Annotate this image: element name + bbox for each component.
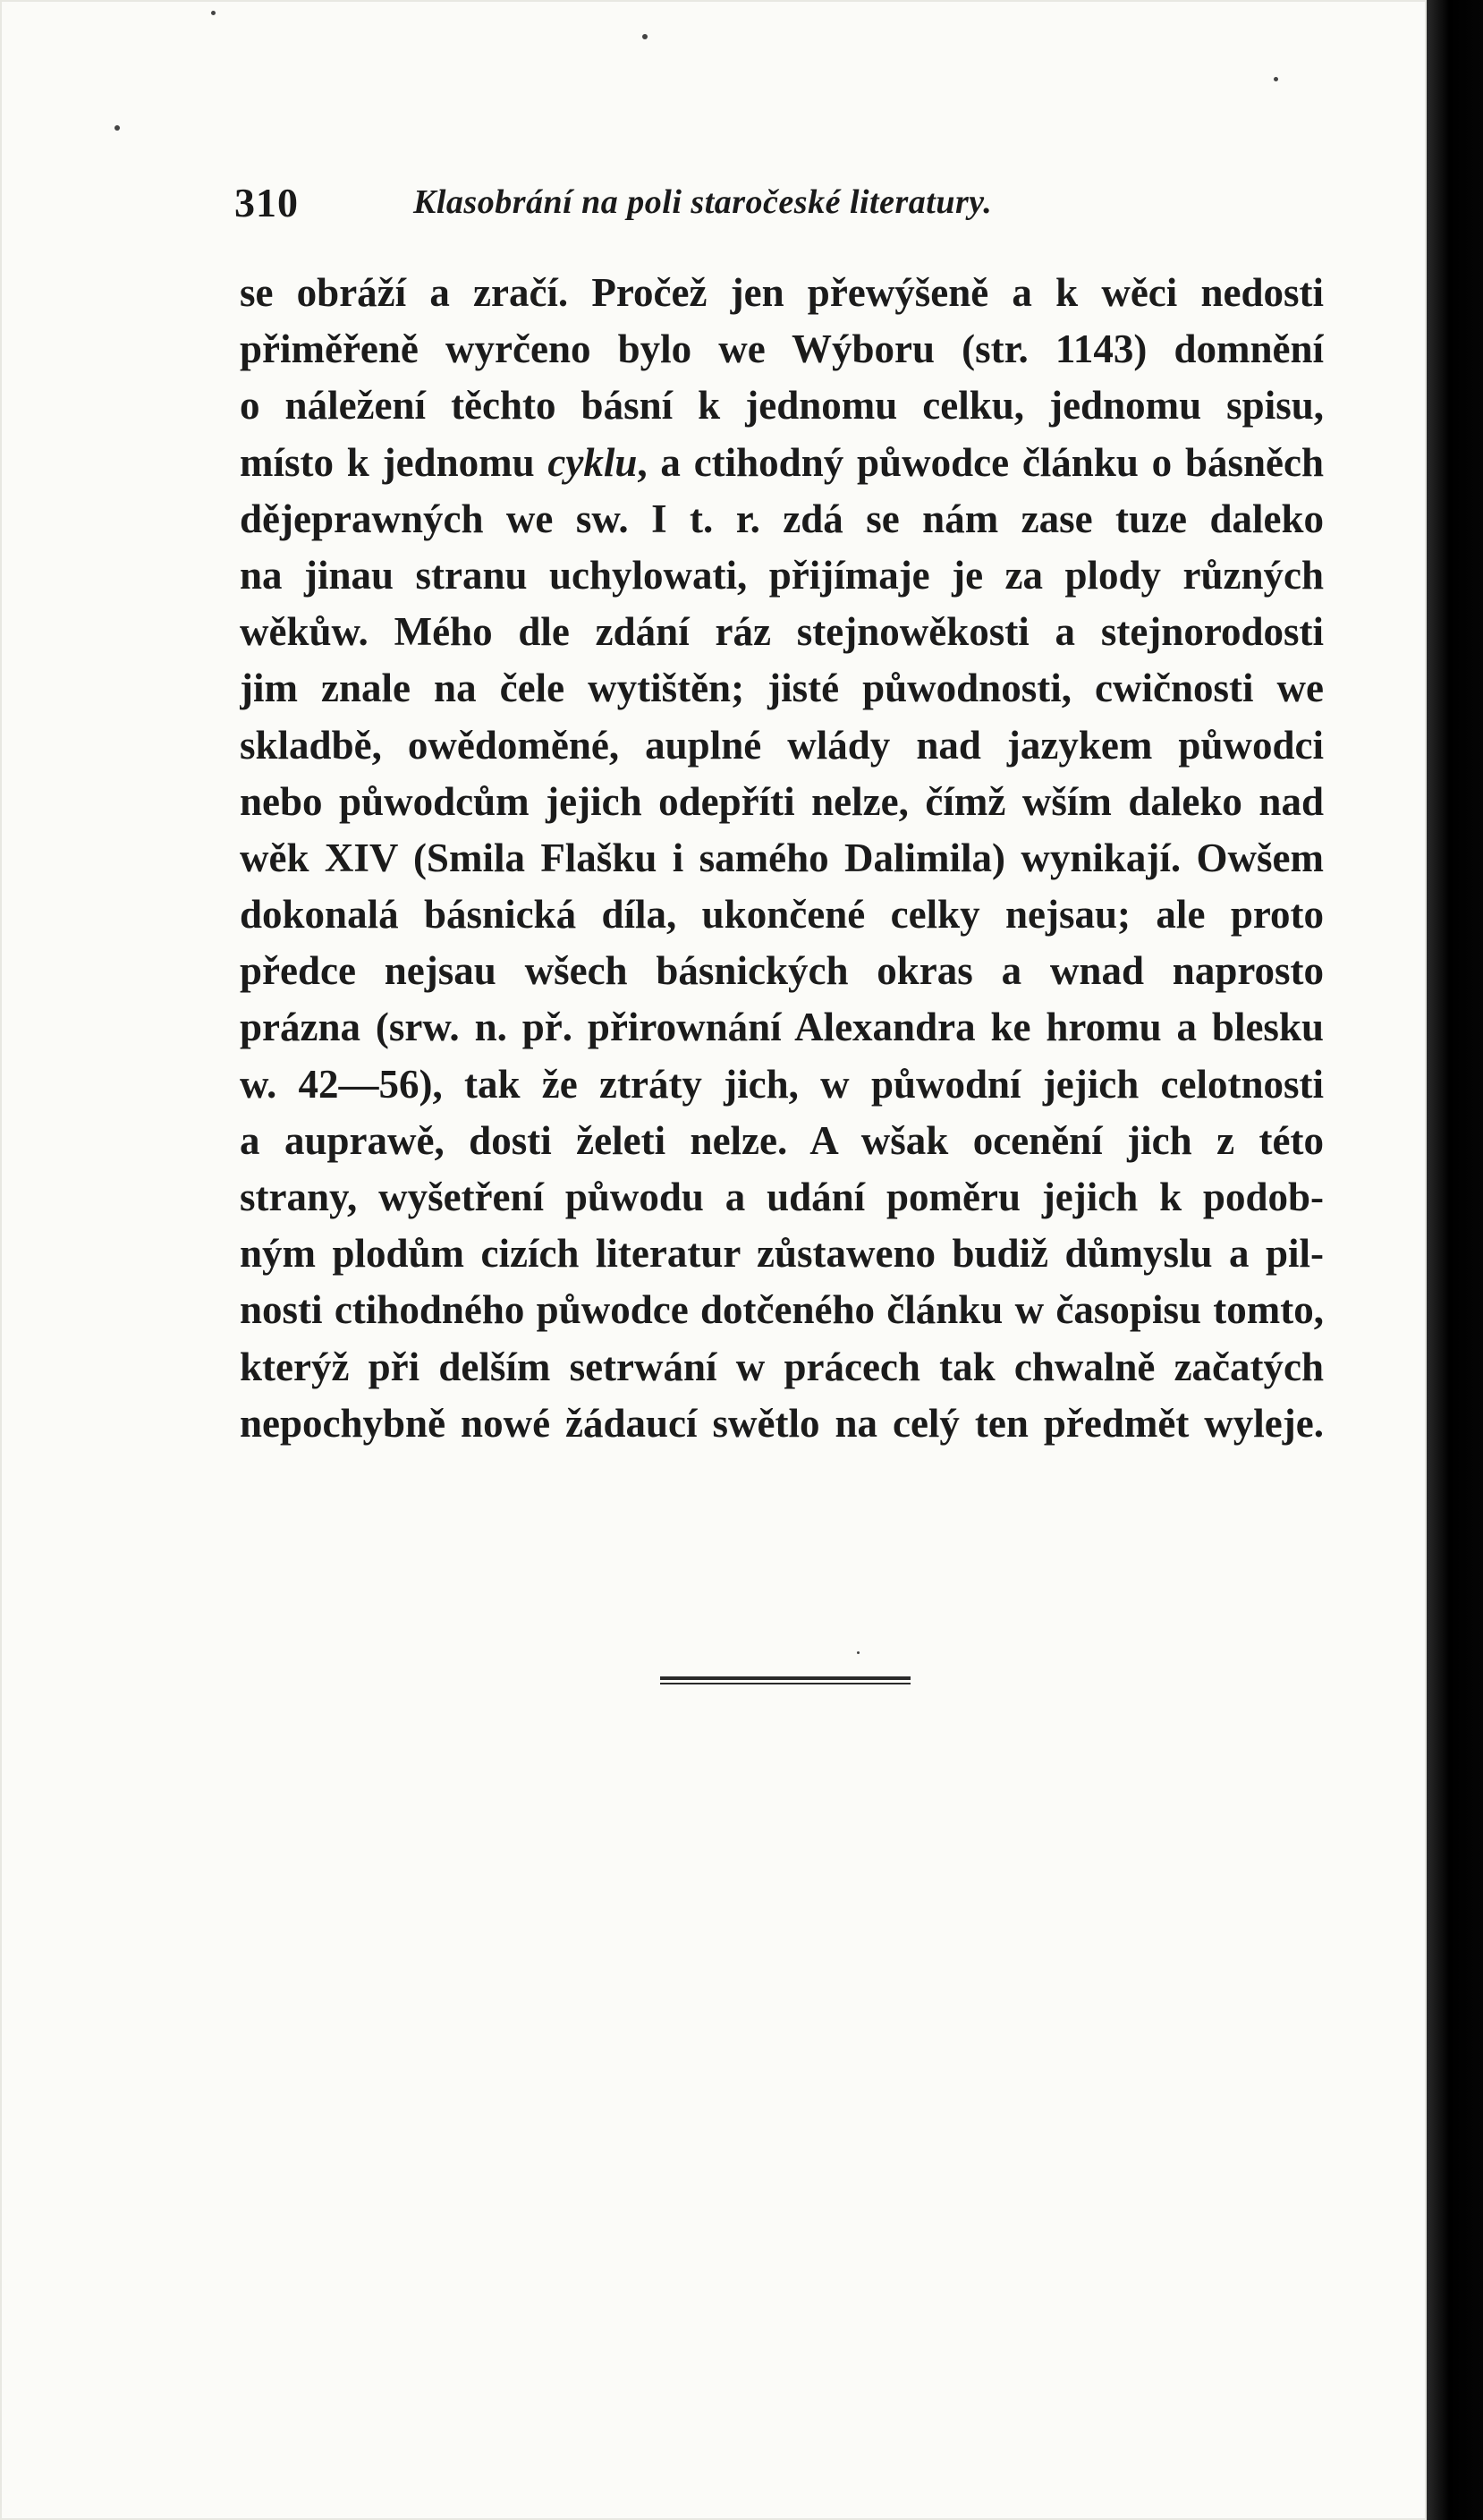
text-line: dokonalá básnická díla, ukončené celky nejsau; ale proto	[240, 892, 1324, 938]
text-line: skladbě, owědoměné, auplné wlády nad jazykem půwodci	[240, 722, 1324, 768]
italic-word: cyklu	[547, 439, 638, 485]
text-line: wěkůw. Mého dle zdání ráz stejnowěkosti a stejnorodosti	[240, 609, 1324, 655]
running-title: Klasobrání na poli staročeské literatury.	[413, 183, 993, 221]
closing-rule	[660, 1676, 911, 1680]
text-line: nosti ctihodného půwodce dotčeného článku w časopisu tomto,	[240, 1287, 1324, 1333]
ink-speck	[642, 34, 648, 39]
ink-speck	[1274, 77, 1278, 81]
text-line: nebo půwodcům jejich odepříti nelze, čímž wším daleko nad	[240, 778, 1324, 824]
text-line: kterýž při delším setrwání w prácech tak chwalně začatých	[240, 1344, 1324, 1389]
ink-speck	[211, 11, 216, 15]
text-line: wěk XIV (Smila Flašku i samého Dalimila) wynikají. Owšem	[240, 835, 1324, 880]
body-text	[240, 265, 1324, 1452]
text-line: o náležení těchto básní k jednomu celku, jednomu spisu,	[240, 383, 1324, 428]
closing-rule-thin	[660, 1683, 911, 1684]
text-line: na jinau stranu uchylowati, přijímaje je za plody různých	[240, 552, 1324, 598]
text-line: ným plodům cizích literatur zůstaweno budiž důmyslu a pil-	[240, 1231, 1324, 1277]
text-line: strany, wyšetření půwodu a udání poměru jejich k podob-	[240, 1175, 1324, 1219]
running-head	[234, 179, 1120, 242]
text-line: jim znale na čele wytištěn; jisté půwodnosti, cwičnosti we	[240, 666, 1324, 711]
ink-speck	[857, 1651, 860, 1654]
text-line: se obráží a zračí. Pročež jen přewýšeně a k wěci nedosti	[240, 270, 1324, 315]
text-line: prázna (srw. n. př. přirownání Alexandra ke hromu a blesku	[240, 1005, 1324, 1050]
ink-speck	[114, 125, 120, 131]
text-line: nepochybně nowé žádaucí swětlo na celý ten předmět wyleje.	[240, 1400, 1324, 1446]
scan-edge	[1427, 0, 1483, 2520]
text-line: místo k jednomu cyklu, a ctihodný půwodce článku o básněch	[240, 439, 1324, 485]
text-line: a auprawě, dosti želeti nelze. A wšak ocenění jich z této	[240, 1117, 1324, 1163]
text-line: dějeprawných we sw. I t. r. zdá se nám zase tuze daleko	[240, 496, 1324, 541]
text-line: přiměřeně wyrčeno bylo we Wýboru (str. 1143) domnění	[240, 327, 1324, 372]
text-line: předce nejsau wšech básnických okras a wnad naprosto	[240, 948, 1324, 994]
page-number: 310	[234, 180, 299, 225]
text-line: w. 42—56), tak že ztráty jich, w půwodní jejich celotnosti	[240, 1061, 1324, 1107]
